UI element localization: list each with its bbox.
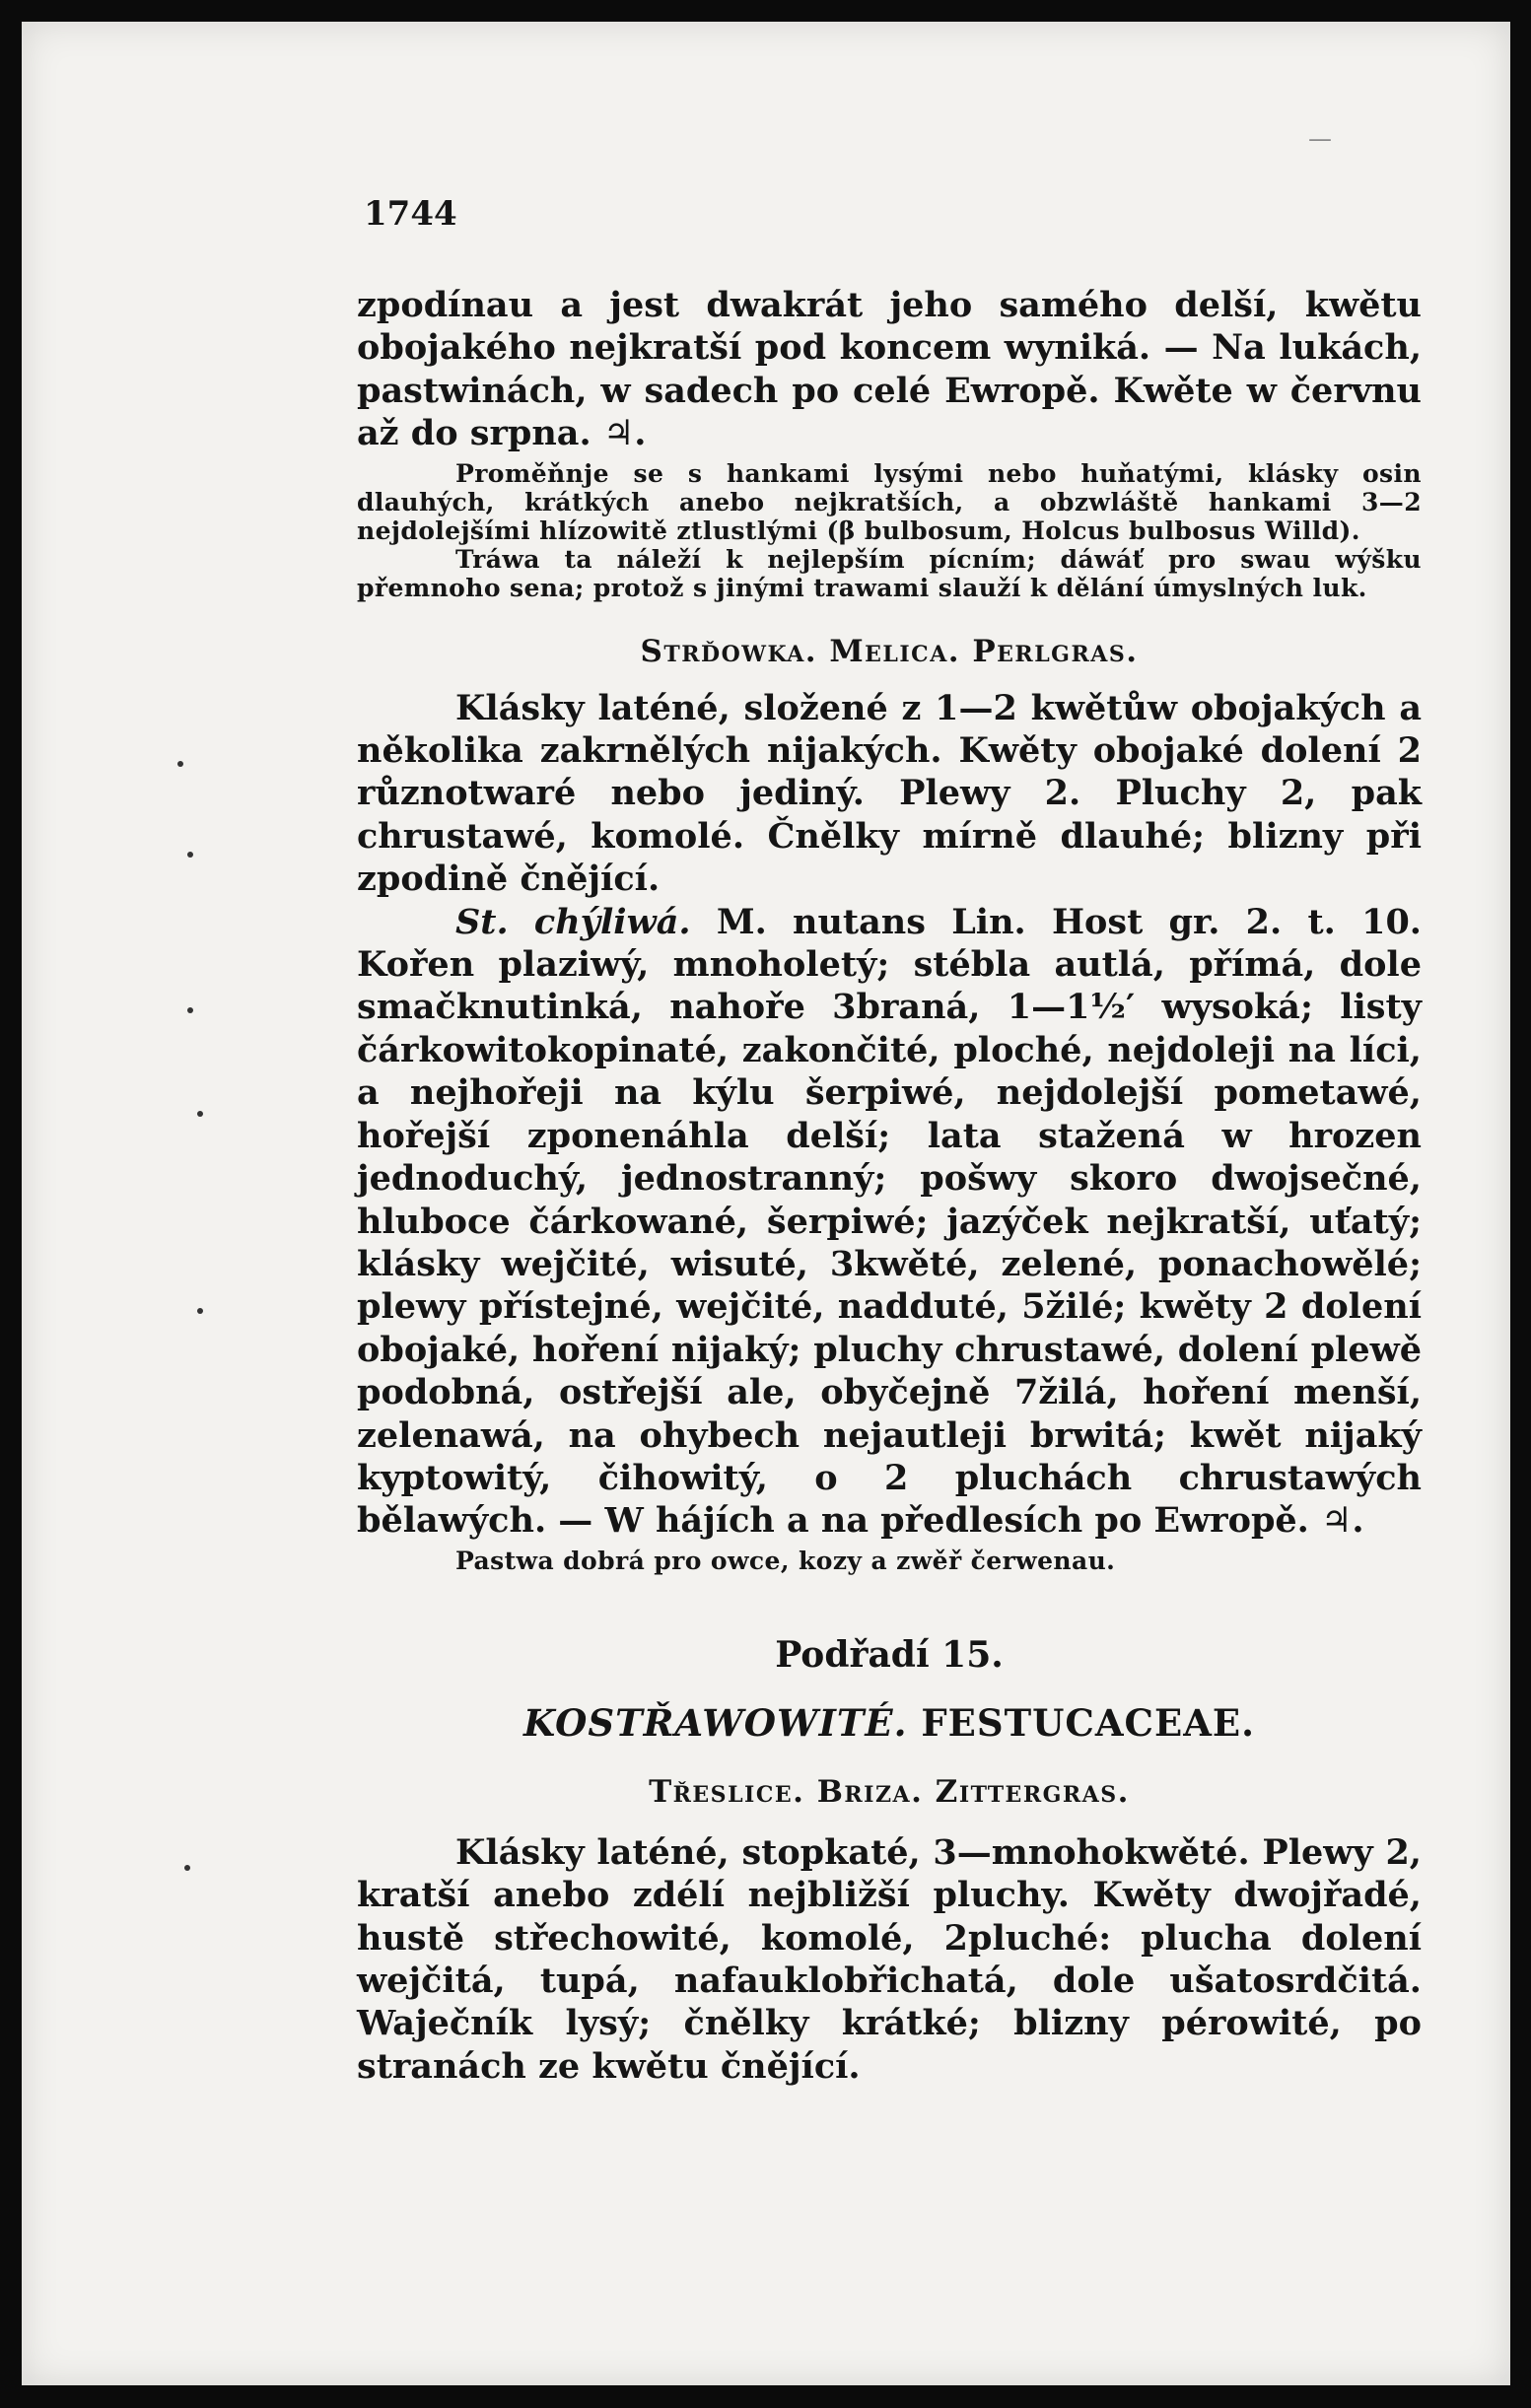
genus-description-melica: Klásky laténé, složené z 1—2 kwětůw obojakých a několika zakrnělých nijakých. Kwěty obojaké dolení 2 různotwaré nebo jediný. Plewy 2. Pluchy 2, pak chrustawé, komolé. Čnělky mírně dlauhé; blizny při zpodině čnějící. [357, 687, 1422, 900]
speck [197, 1308, 203, 1314]
subordo-heading: Podřadí 15. [775, 1633, 1004, 1676]
species-note: Pastwa dobrá pro owce, kozy a zwěř čerwenau. [455, 1546, 1116, 1575]
page-content [357, 189, 1422, 2088]
intro-note: Proměňnje se s hankami lysými nebo huňatými, klásky osin dlauhých, krátkých anebo nejkratších, a obzwláště hankami 3—2 nejdolejšími hlízowitě ztlustlými (β bulbosum, Holcus bulbosus Willd). [357, 458, 1422, 545]
genus-description-briza: Klásky laténé, stopkaté, 3—mnohokwěté. Plewy 2, kratší anebo zdélí nejbližší pluchy. Kwěty dwojřadé, hustě střechowité, komolé, 2pluché: plucha dolení wejčitá, tupá, nafauklobřichatá, dole ušatosrdčitá. Waječník lysý; čnělky krátké; blizny pérowité, po stranách ze kwětu čnějící. [357, 1831, 1422, 2087]
species-description: M. nutans Lin. Host gr. 2. t. 10. Kořen plaziwý, mnoholetý; stébla autlá, přímá, dole smačknutinká, nahoře 3braná, 1—1½′ wysoká; listy čárkowitokopinaté, zakončité, ploché, nejdoleji na líci, a nejhořeji na kýlu šerpiwé, nejdolejší pometawé, hořejší zponenáhla delší; lata stažená w hrozen jednoduchý, jednostranný; pošwy skoro dwojsečné, hluboce čárkowané, šerpiwé; jazýček nejkratší, uťatý; klásky wejčité, wisuté, 3kwěté, zelené, ponachowělé; plewy přístejné, wejčité, nadduté, 5žilé; kwěty 2 dolení obojaké, hoření nijaký; pluchy chrustawé, dolení plewě podobná, ostřejší ale, obyčejně 7žilá, hoření menší, zelenawá, na ohybech nejautleji brwitá; kwět nijaký kyptowitý, čihowitý, o 2 pluchách chrustawých bělawých. — W hájích a na předlesích po Ewropě. ♃. [357, 901, 1422, 1542]
genus-heading-briza: Třeslice. Briza. Zittergras. [649, 1773, 1130, 1810]
speck [177, 761, 183, 767]
species-name: St. chýliwá. [455, 901, 691, 942]
family-name-czech: KOSTŘAWOWITÉ. [522, 1700, 908, 1745]
speck [197, 1111, 203, 1117]
speck [187, 852, 193, 858]
page-number: 1744 [364, 194, 457, 234]
speck [187, 1007, 193, 1013]
family-name-latin: FESTUCACEAE. [921, 1700, 1255, 1745]
margin-mark: — [1308, 125, 1332, 153]
speck [184, 1865, 190, 1871]
species-entry-melica-nutans [357, 901, 1422, 1543]
intro-note-2: Tráwa ta náleží k nejlepším pícním; dáwáť pro swau wýšku přemnoho sena; protož s jinými trawami slauží k dělání úmyslných luk. [357, 544, 1422, 602]
genus-heading-melica: Strďowka. Melica. Perlgras. [640, 633, 1139, 669]
family-heading [357, 1701, 1422, 1745]
intro-text: zpodínau a jest dwakrát jeho samého delší, kwětu obojakého nejkratší pod koncem wyniká. — Na lukách, pastwinách, w sadech po celé Ewropě. Kwěte w červnu až do srpna. ♃. [357, 285, 1422, 454]
book-page [22, 22, 1510, 2385]
